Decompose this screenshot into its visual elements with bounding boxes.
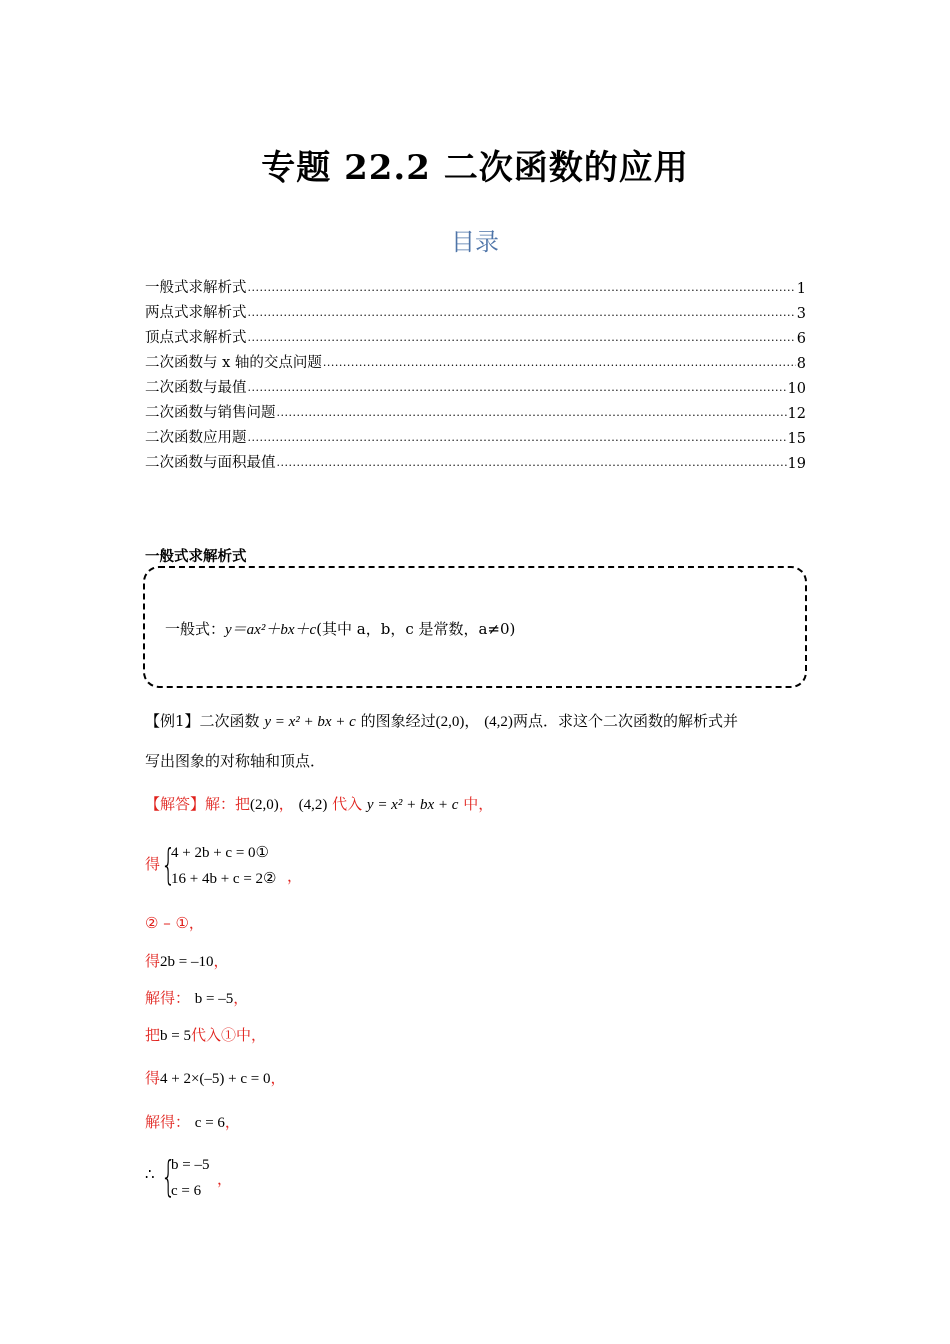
example-text: 二次函数: [199, 712, 260, 730]
system-equation: 4 + 2b + c = 0①: [171, 845, 269, 861]
toc-entry-label: 二次函数与销售问题: [145, 405, 276, 421]
toc-entry[interactable]: [145, 447, 806, 472]
solution-text: 得: [145, 855, 161, 873]
example-point: (4,2): [484, 714, 513, 730]
system-equation: c = 6: [171, 1183, 202, 1199]
solution-text: 解得：: [145, 989, 191, 1007]
solution-step: ② – ①，: [145, 914, 204, 932]
toc-entry-page: 12: [787, 406, 806, 422]
equation-system-2: ∴ { b = –5 c = 6 ，: [145, 1152, 265, 1204]
toc-leader: [277, 406, 787, 419]
solution-intro: [145, 793, 493, 814]
definition-formula: y＝ax²＋bx＋c: [225, 622, 317, 638]
solution-text: 把: [145, 1026, 161, 1044]
system-lines: [171, 1152, 209, 1204]
toc-entry[interactable]: [145, 347, 806, 372]
solution-text: 中，: [463, 795, 494, 813]
example-separator: ，: [464, 712, 480, 730]
page-title: 专题 22.2 二次函数的应用: [261, 148, 689, 188]
solution-text: 得: [145, 952, 161, 970]
example-line-1: [145, 710, 807, 731]
toc-leader: [248, 331, 796, 344]
toc-entry[interactable]: [145, 322, 806, 347]
solution-equation: b = –5: [194, 991, 234, 1007]
example-tag: 【例1】: [145, 712, 200, 730]
toc-leader: [248, 306, 796, 319]
system-lines: [171, 840, 276, 892]
equation-system-1: [145, 840, 345, 892]
solution-step: 解得： c = 6，: [145, 1113, 240, 1131]
system-equation: 16 + 4b + c = 2②: [171, 871, 277, 887]
system-equation: b = –5: [171, 1157, 210, 1173]
toc-entry-page: 10: [787, 381, 806, 397]
toc-heading: 目录: [451, 228, 499, 256]
solution-separator: ，: [278, 795, 294, 813]
example-line-2: 写出图象的对称轴和顶点．: [145, 752, 326, 770]
toc-entry-label: 二次函数与 x 轴的交点问题: [145, 355, 322, 371]
toc-entry-label: 二次函数与最值: [145, 380, 247, 396]
solution-comma: ，: [287, 867, 303, 885]
example-text: 两点．求这个二次函数的解析式并: [512, 712, 738, 730]
solution-text: 代入①中，: [190, 1026, 266, 1044]
example-point: (2,0): [435, 714, 465, 730]
solution-text: 解：把: [205, 795, 251, 813]
toc-entry-label: 二次函数应用题: [145, 430, 247, 446]
definition-box: [143, 566, 807, 688]
toc-entry[interactable]: [145, 372, 806, 397]
brace-icon: {: [161, 840, 176, 889]
therefore-symbol: ∴: [145, 1165, 155, 1183]
table-of-contents: [145, 272, 806, 472]
toc-leader: [248, 281, 796, 294]
solution-step: [145, 1024, 266, 1045]
toc-entry[interactable]: [145, 297, 806, 322]
toc-entry[interactable]: [145, 397, 806, 422]
solution-point: (2,0): [250, 797, 279, 813]
toc-leader: [277, 456, 787, 469]
toc-leader: [323, 356, 796, 369]
solution-step: 得4 + 2×(–5) + c = 0，: [145, 1069, 286, 1087]
toc-entry-page: 19: [787, 456, 806, 472]
solution-equation: 4 + 2×(–5) + c = 0: [160, 1071, 271, 1087]
solution-text: 解得：: [145, 1113, 191, 1131]
toc-entry-page: 3: [796, 306, 806, 322]
definition-suffix: (其中 a，b，c 是常数，a≠0): [316, 620, 516, 638]
toc-leader: [248, 381, 787, 394]
solution-step: 得2b = –10，: [145, 952, 229, 970]
solution-step: 解得： b = –5，: [145, 989, 249, 1007]
toc-entry-label: 一般式求解析式: [145, 280, 247, 296]
toc-leader: [248, 431, 787, 444]
toc-entry-label: 顶点式求解析式: [145, 330, 247, 346]
solution-equation: c = 6: [194, 1115, 225, 1131]
toc-entry-label: 二次函数与面积最值: [145, 455, 276, 471]
solution-point: (4,2): [298, 797, 328, 813]
example-text: 的图象经过: [360, 712, 436, 730]
toc-entry-page: 15: [787, 431, 806, 447]
toc-entry-page: 1: [796, 281, 806, 297]
solution-tag: 【解答】: [145, 795, 206, 813]
toc-entry-page: 8: [796, 356, 806, 372]
toc-entry[interactable]: [145, 422, 806, 447]
solution-text: 得: [145, 1069, 161, 1087]
solution-equation: b = 5: [160, 1028, 191, 1044]
solution-text: 代入: [332, 795, 363, 813]
toc-entry-page: 6: [796, 331, 806, 347]
toc-entry-label: 两点式求解析式: [145, 305, 247, 321]
solution-equation: 2b = –10: [160, 954, 214, 970]
section-heading: 一般式求解析式: [145, 549, 247, 565]
example-function: y = x² + bx + c: [264, 714, 356, 730]
toc-entry[interactable]: [145, 272, 806, 297]
definition-text: [165, 618, 515, 639]
solution-function: y = x² + bx + c: [366, 797, 459, 813]
definition-prefix: 一般式：: [165, 620, 226, 638]
brace-icon: {: [161, 1152, 176, 1201]
